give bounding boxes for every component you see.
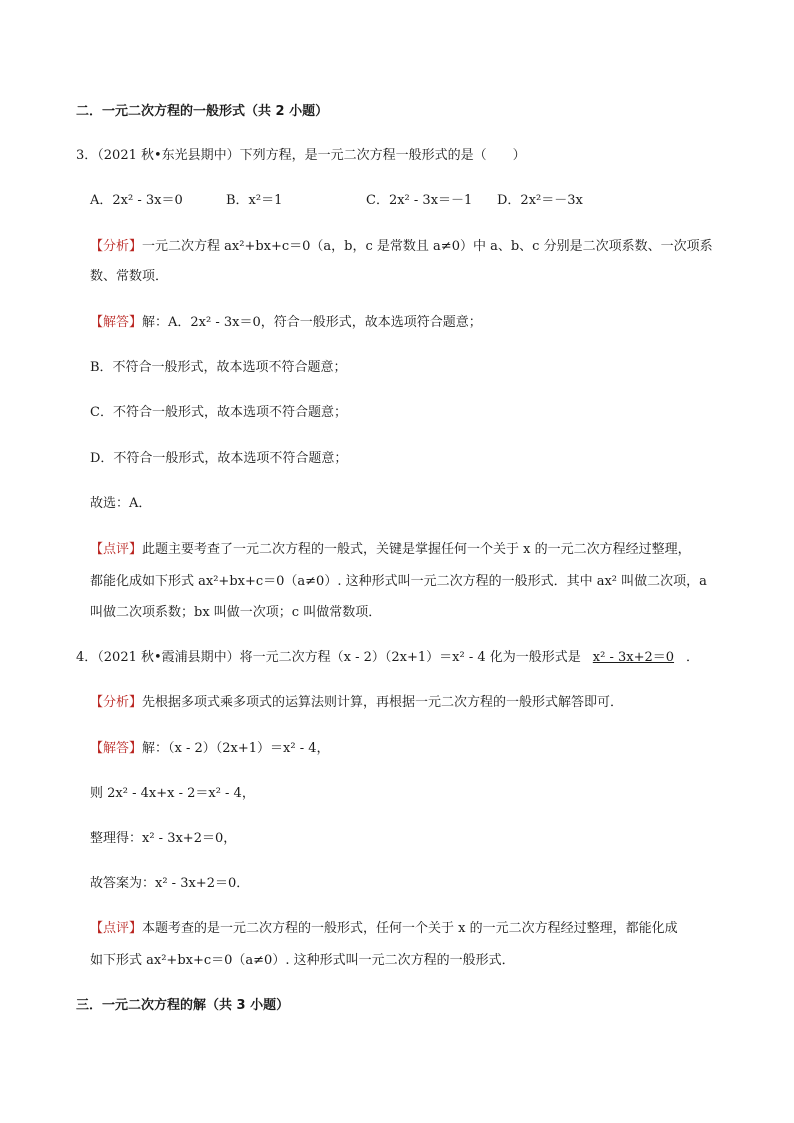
analysis-tag: 【分析】 <box>90 695 143 710</box>
analysis-paragraph <box>90 237 713 257</box>
option-a: A．2x² - 3x＝0 <box>90 193 183 208</box>
section-heading: 三．一元二次方程的解（共 3 小题） <box>76 998 290 1013</box>
comment-text-cont: 叫做二次项系数；bx 叫做一次项；c 叫做常数项． <box>90 605 382 620</box>
analysis-text-cont: 数、常数项． <box>90 269 169 284</box>
answer-blank: x² - 3x+2＝0 <box>592 650 675 665</box>
option-d: D．2x²＝－3x <box>497 193 583 208</box>
analysis-text: 先根据多项式乘多项式的运算法则计算，再根据一元二次方程的一般形式解答即可． <box>142 695 624 710</box>
comment-paragraph <box>90 540 691 560</box>
solution-line: D．不符合一般形式，故本选项不符合题意； <box>90 451 348 466</box>
solution-text: 解：（x - 2）（2x+1）＝x² - 4， <box>142 741 330 756</box>
solution-line: 故选：A． <box>90 496 152 511</box>
comment-text-cont: 如下形式 ax²+bx+c＝0（a≠0）. 这种形式叫一元二次方程的一般形式． <box>90 953 515 968</box>
comment-tag: 【点评】 <box>90 542 143 557</box>
question-4-text: 4．（2021 秋•霞浦县期中）将一元二次方程（x - 2）（2x+1）＝x² - 4 化为一般形式是 <box>76 650 581 665</box>
analysis-text: 一元二次方程 ax²+bx+c＝0（a，b，c 是常数且 a≠0）中 a、b、c 分别是二次项系数、一次项系 <box>142 239 713 254</box>
analysis-paragraph <box>90 693 623 713</box>
option-c: C．2x² - 3x＝－1 <box>366 193 473 208</box>
solution-paragraph <box>90 313 482 333</box>
solution-line: B．不符合一般形式，故本选项不符合题意； <box>90 360 347 375</box>
question-4-end: ． <box>686 650 700 665</box>
comment-tag: 【点评】 <box>90 921 143 936</box>
analysis-tag: 【分析】 <box>90 239 143 254</box>
comment-paragraph <box>90 919 678 939</box>
comment-text: 本题考查的是一元二次方程的一般形式，任何一个关于 x 的一元二次方程经过整理，都能化成 <box>142 921 678 936</box>
solution-line: C．不符合一般形式，故本选项不符合题意； <box>90 405 347 420</box>
solution-tag: 【解答】 <box>90 315 143 330</box>
solution-line: 整理得：x² - 3x+2＝0， <box>90 831 237 846</box>
solution-text: 解：A．2x² - 3x＝0，符合一般形式，故本选项符合题意； <box>142 315 482 330</box>
comment-text: 此题主要考查了一元二次方程的一般式，关键是掌握任何一个关于 x 的一元二次方程经过整理， <box>142 542 691 557</box>
solution-paragraph <box>90 739 330 759</box>
solution-line: 则 2x² - 4x+x - 2＝x² - 4， <box>90 786 255 801</box>
section-heading: 二．一元二次方程的一般形式（共 2 小题） <box>76 104 329 119</box>
solution-tag: 【解答】 <box>90 741 143 756</box>
solution-line: 故答案为：x² - 3x+2＝0． <box>90 876 250 891</box>
comment-text-cont: 都能化成如下形式 ax²+bx+c＝0（a≠0）. 这种形式叫一元二次方程的一般形式．其中 ax² 叫做二次项，a <box>90 574 707 589</box>
question-4-stem <box>76 648 699 668</box>
option-b: B．x²＝1 <box>226 193 283 208</box>
question-3-stem: 3．（2021 秋•东光县期中）下列方程，是一元二次方程一般形式的是（ ） <box>76 148 526 163</box>
